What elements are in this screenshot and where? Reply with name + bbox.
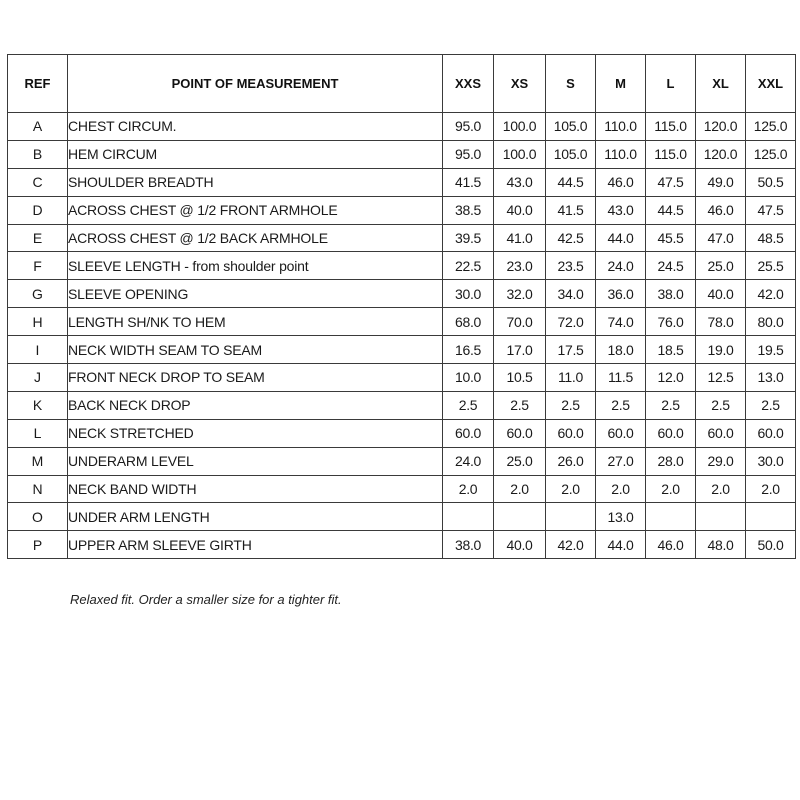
ref-cell: P bbox=[8, 531, 68, 559]
table-row bbox=[8, 364, 796, 392]
size-value-cell: 60.0 bbox=[443, 419, 494, 447]
ref-cell: N bbox=[8, 475, 68, 503]
size-value-cell: 60.0 bbox=[494, 419, 546, 447]
size-value-cell: 13.0 bbox=[746, 364, 796, 392]
size-value-cell: 78.0 bbox=[696, 308, 746, 336]
size-value-cell: 115.0 bbox=[646, 140, 696, 168]
size-value-cell: 39.5 bbox=[443, 224, 494, 252]
column-header: M bbox=[596, 55, 646, 113]
size-value-cell: 2.5 bbox=[494, 391, 546, 419]
size-value-cell: 120.0 bbox=[696, 113, 746, 141]
size-value-cell: 2.0 bbox=[443, 475, 494, 503]
column-header: POINT OF MEASUREMENT bbox=[68, 55, 443, 113]
size-value-cell: 26.0 bbox=[546, 447, 596, 475]
measurement-point-cell: UNDER ARM LENGTH bbox=[68, 503, 443, 531]
size-value-cell: 38.0 bbox=[646, 280, 696, 308]
size-value-cell: 36.0 bbox=[596, 280, 646, 308]
size-value-cell: 60.0 bbox=[596, 419, 646, 447]
size-value-cell: 44.5 bbox=[546, 168, 596, 196]
size-value-cell: 27.0 bbox=[596, 447, 646, 475]
header-row bbox=[8, 55, 796, 113]
size-value-cell: 2.0 bbox=[696, 475, 746, 503]
size-value-cell: 34.0 bbox=[546, 280, 596, 308]
size-value-cell: 19.5 bbox=[746, 336, 796, 364]
measurement-point-cell: SHOULDER BREADTH bbox=[68, 168, 443, 196]
size-value-cell: 100.0 bbox=[494, 140, 546, 168]
size-value-cell: 110.0 bbox=[596, 113, 646, 141]
table-row bbox=[8, 224, 796, 252]
size-value-cell: 28.0 bbox=[646, 447, 696, 475]
table-row bbox=[8, 391, 796, 419]
measurement-point-cell: SLEEVE LENGTH - from shoulder point bbox=[68, 252, 443, 280]
size-value-cell: 2.0 bbox=[546, 475, 596, 503]
size-value-cell: 25.5 bbox=[746, 252, 796, 280]
size-value-cell bbox=[696, 503, 746, 531]
table-row bbox=[8, 252, 796, 280]
measurement-point-cell: CHEST CIRCUM. bbox=[68, 113, 443, 141]
size-value-cell: 44.0 bbox=[596, 224, 646, 252]
size-value-cell: 41.5 bbox=[443, 168, 494, 196]
size-value-cell: 11.0 bbox=[546, 364, 596, 392]
ref-cell: D bbox=[8, 196, 68, 224]
ref-cell: B bbox=[8, 140, 68, 168]
size-value-cell: 10.0 bbox=[443, 364, 494, 392]
size-value-cell: 2.0 bbox=[596, 475, 646, 503]
table-row bbox=[8, 140, 796, 168]
size-value-cell: 76.0 bbox=[646, 308, 696, 336]
size-value-cell: 120.0 bbox=[696, 140, 746, 168]
ref-cell: M bbox=[8, 447, 68, 475]
size-value-cell: 17.0 bbox=[494, 336, 546, 364]
size-value-cell: 41.5 bbox=[546, 196, 596, 224]
column-header: XL bbox=[696, 55, 746, 113]
size-value-cell: 47.5 bbox=[646, 168, 696, 196]
size-value-cell: 17.5 bbox=[546, 336, 596, 364]
measurement-point-cell: SLEEVE OPENING bbox=[68, 280, 443, 308]
size-value-cell: 95.0 bbox=[443, 113, 494, 141]
size-value-cell: 13.0 bbox=[596, 503, 646, 531]
size-value-cell: 25.0 bbox=[494, 447, 546, 475]
size-value-cell: 125.0 bbox=[746, 113, 796, 141]
table-body bbox=[8, 113, 796, 559]
size-value-cell: 50.0 bbox=[746, 531, 796, 559]
size-value-cell: 2.0 bbox=[646, 475, 696, 503]
size-value-cell: 30.0 bbox=[746, 447, 796, 475]
measurement-point-cell: NECK BAND WIDTH bbox=[68, 475, 443, 503]
size-value-cell: 12.5 bbox=[696, 364, 746, 392]
size-value-cell: 43.0 bbox=[596, 196, 646, 224]
size-value-cell: 46.0 bbox=[596, 168, 646, 196]
size-value-cell: 105.0 bbox=[546, 140, 596, 168]
size-chart-table bbox=[7, 54, 796, 559]
size-value-cell: 110.0 bbox=[596, 140, 646, 168]
size-value-cell bbox=[646, 503, 696, 531]
measurement-point-cell: ACROSS CHEST @ 1/2 FRONT ARMHOLE bbox=[68, 196, 443, 224]
size-value-cell: 40.0 bbox=[696, 280, 746, 308]
column-header: REF bbox=[8, 55, 68, 113]
measurement-point-cell: NECK STRETCHED bbox=[68, 419, 443, 447]
measurement-point-cell: ACROSS CHEST @ 1/2 BACK ARMHOLE bbox=[68, 224, 443, 252]
size-value-cell: 2.0 bbox=[746, 475, 796, 503]
size-value-cell: 60.0 bbox=[546, 419, 596, 447]
size-value-cell: 48.0 bbox=[696, 531, 746, 559]
table-row bbox=[8, 168, 796, 196]
ref-cell: I bbox=[8, 336, 68, 364]
measurement-point-cell: FRONT NECK DROP TO SEAM bbox=[68, 364, 443, 392]
size-value-cell: 30.0 bbox=[443, 280, 494, 308]
fit-note: Relaxed fit. Order a smaller size for a tighter fit. bbox=[70, 592, 342, 607]
size-value-cell: 46.0 bbox=[696, 196, 746, 224]
size-value-cell: 18.5 bbox=[646, 336, 696, 364]
size-value-cell: 41.0 bbox=[494, 224, 546, 252]
measurement-point-cell: UNDERARM LEVEL bbox=[68, 447, 443, 475]
table-row bbox=[8, 475, 796, 503]
size-value-cell: 115.0 bbox=[646, 113, 696, 141]
size-value-cell: 29.0 bbox=[696, 447, 746, 475]
size-value-cell: 100.0 bbox=[494, 113, 546, 141]
column-header: L bbox=[646, 55, 696, 113]
size-value-cell: 32.0 bbox=[494, 280, 546, 308]
ref-cell: F bbox=[8, 252, 68, 280]
ref-cell: H bbox=[8, 308, 68, 336]
size-value-cell: 42.0 bbox=[546, 531, 596, 559]
size-value-cell: 70.0 bbox=[494, 308, 546, 336]
column-header: XXS bbox=[443, 55, 494, 113]
size-value-cell: 2.5 bbox=[596, 391, 646, 419]
ref-cell: G bbox=[8, 280, 68, 308]
size-value-cell: 19.0 bbox=[696, 336, 746, 364]
size-value-cell: 2.5 bbox=[696, 391, 746, 419]
size-value-cell: 23.5 bbox=[546, 252, 596, 280]
column-header: XXL bbox=[746, 55, 796, 113]
table-row bbox=[8, 308, 796, 336]
size-value-cell: 46.0 bbox=[646, 531, 696, 559]
size-value-cell: 68.0 bbox=[443, 308, 494, 336]
measurement-point-cell: NECK WIDTH SEAM TO SEAM bbox=[68, 336, 443, 364]
size-value-cell: 24.0 bbox=[443, 447, 494, 475]
size-value-cell: 42.5 bbox=[546, 224, 596, 252]
size-value-cell: 44.0 bbox=[596, 531, 646, 559]
size-value-cell: 2.5 bbox=[746, 391, 796, 419]
ref-cell: O bbox=[8, 503, 68, 531]
size-value-cell: 23.0 bbox=[494, 252, 546, 280]
size-value-cell: 125.0 bbox=[746, 140, 796, 168]
size-value-cell: 40.0 bbox=[494, 196, 546, 224]
size-value-cell: 44.5 bbox=[646, 196, 696, 224]
size-value-cell: 48.5 bbox=[746, 224, 796, 252]
ref-cell: A bbox=[8, 113, 68, 141]
size-value-cell: 74.0 bbox=[596, 308, 646, 336]
size-value-cell: 95.0 bbox=[443, 140, 494, 168]
ref-cell: J bbox=[8, 364, 68, 392]
size-value-cell bbox=[494, 503, 546, 531]
size-value-cell: 24.5 bbox=[646, 252, 696, 280]
table-row bbox=[8, 196, 796, 224]
size-value-cell: 12.0 bbox=[646, 364, 696, 392]
size-value-cell: 2.0 bbox=[494, 475, 546, 503]
size-value-cell: 42.0 bbox=[746, 280, 796, 308]
size-value-cell: 10.5 bbox=[494, 364, 546, 392]
table-row bbox=[8, 280, 796, 308]
size-value-cell: 24.0 bbox=[596, 252, 646, 280]
size-value-cell: 38.0 bbox=[443, 531, 494, 559]
size-value-cell: 49.0 bbox=[696, 168, 746, 196]
size-value-cell: 18.0 bbox=[596, 336, 646, 364]
measurement-point-cell: HEM CIRCUM bbox=[68, 140, 443, 168]
size-value-cell: 11.5 bbox=[596, 364, 646, 392]
size-value-cell: 2.5 bbox=[443, 391, 494, 419]
size-value-cell: 105.0 bbox=[546, 113, 596, 141]
size-value-cell: 22.5 bbox=[443, 252, 494, 280]
size-value-cell: 45.5 bbox=[646, 224, 696, 252]
column-header: S bbox=[546, 55, 596, 113]
size-value-cell: 60.0 bbox=[696, 419, 746, 447]
table-row bbox=[8, 447, 796, 475]
measurement-point-cell: UPPER ARM SLEEVE GIRTH bbox=[68, 531, 443, 559]
size-value-cell: 47.5 bbox=[746, 196, 796, 224]
size-value-cell: 60.0 bbox=[746, 419, 796, 447]
ref-cell: K bbox=[8, 391, 68, 419]
size-value-cell: 25.0 bbox=[696, 252, 746, 280]
measurement-point-cell: BACK NECK DROP bbox=[68, 391, 443, 419]
column-header: XS bbox=[494, 55, 546, 113]
size-value-cell: 43.0 bbox=[494, 168, 546, 196]
ref-cell: C bbox=[8, 168, 68, 196]
table-header bbox=[8, 55, 796, 113]
size-value-cell: 16.5 bbox=[443, 336, 494, 364]
ref-cell: E bbox=[8, 224, 68, 252]
size-value-cell bbox=[443, 503, 494, 531]
table-row bbox=[8, 419, 796, 447]
size-value-cell: 80.0 bbox=[746, 308, 796, 336]
size-value-cell: 40.0 bbox=[494, 531, 546, 559]
table-row bbox=[8, 336, 796, 364]
table-row bbox=[8, 503, 796, 531]
size-value-cell bbox=[746, 503, 796, 531]
size-value-cell bbox=[546, 503, 596, 531]
size-value-cell: 50.5 bbox=[746, 168, 796, 196]
ref-cell: L bbox=[8, 419, 68, 447]
size-value-cell: 72.0 bbox=[546, 308, 596, 336]
measurement-point-cell: LENGTH SH/NK TO HEM bbox=[68, 308, 443, 336]
size-value-cell: 2.5 bbox=[546, 391, 596, 419]
table-row bbox=[8, 113, 796, 141]
table-row bbox=[8, 531, 796, 559]
size-value-cell: 38.5 bbox=[443, 196, 494, 224]
size-value-cell: 2.5 bbox=[646, 391, 696, 419]
size-value-cell: 60.0 bbox=[646, 419, 696, 447]
size-value-cell: 47.0 bbox=[696, 224, 746, 252]
